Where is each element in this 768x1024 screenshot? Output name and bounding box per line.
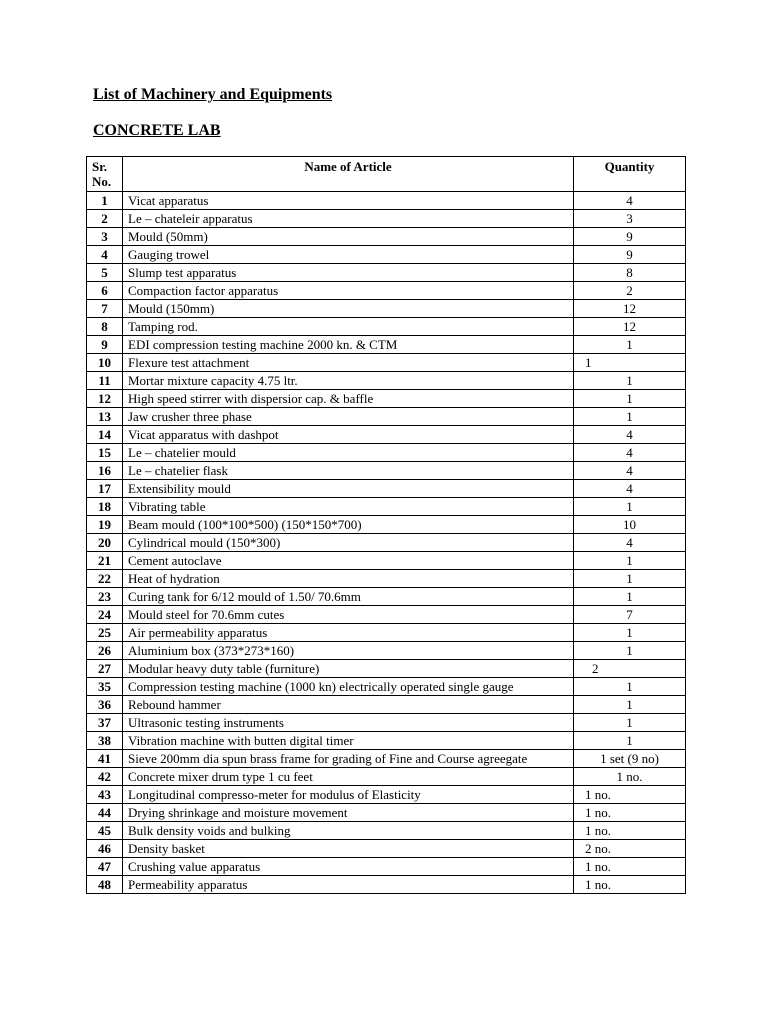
sr-no-cell: 23	[87, 588, 123, 606]
table-row	[87, 444, 686, 462]
quantity-cell: 1 no.	[574, 876, 686, 894]
table-row	[87, 498, 686, 516]
table-row	[87, 264, 686, 282]
article-name-cell: Bulk density voids and bulking	[123, 822, 574, 840]
quantity-cell: 1 no.	[574, 768, 686, 786]
article-name-cell: Cylindrical mould (150*300)	[123, 534, 574, 552]
article-name-cell: Vicat apparatus with dashpot	[123, 426, 574, 444]
sr-no-cell: 1	[87, 192, 123, 210]
article-name-cell: Mould steel for 70.6mm cutes	[123, 606, 574, 624]
table-row	[87, 300, 686, 318]
table-row	[87, 660, 686, 678]
article-name-cell: Crushing value apparatus	[123, 858, 574, 876]
sr-no-cell: 4	[87, 246, 123, 264]
article-name-cell: Vicat apparatus	[123, 192, 574, 210]
table-row	[87, 570, 686, 588]
article-name-cell: Density basket	[123, 840, 574, 858]
quantity-cell: 1 no.	[574, 858, 686, 876]
sr-no-cell: 27	[87, 660, 123, 678]
quantity-cell: 4	[574, 534, 686, 552]
sr-no-cell: 2	[87, 210, 123, 228]
sr-no-cell: 5	[87, 264, 123, 282]
quantity-cell: 1	[574, 570, 686, 588]
sr-no-cell: 24	[87, 606, 123, 624]
article-name-cell: Vibrating table	[123, 498, 574, 516]
table-row	[87, 696, 686, 714]
quantity-cell: 1	[574, 588, 686, 606]
quantity-cell: 4	[574, 192, 686, 210]
table-row	[87, 588, 686, 606]
quantity-cell: 1	[574, 552, 686, 570]
table-row	[87, 750, 686, 768]
sr-no-cell: 14	[87, 426, 123, 444]
sr-no-cell: 43	[87, 786, 123, 804]
table-row	[87, 282, 686, 300]
quantity-cell: 4	[574, 444, 686, 462]
quantity-cell: 4	[574, 426, 686, 444]
table-row	[87, 678, 686, 696]
article-name-cell: Le – chatelier mould	[123, 444, 574, 462]
sr-no-cell: 47	[87, 858, 123, 876]
sr-no-cell: 10	[87, 354, 123, 372]
sr-no-cell: 37	[87, 714, 123, 732]
sr-no-cell: 45	[87, 822, 123, 840]
sr-no-cell: 38	[87, 732, 123, 750]
sr-no-cell: 35	[87, 678, 123, 696]
sr-no-cell: 19	[87, 516, 123, 534]
article-name-cell: Aluminium box (373*273*160)	[123, 642, 574, 660]
article-name-cell: Vibration machine with butten digital timer	[123, 732, 574, 750]
equipment-table	[86, 156, 686, 894]
quantity-cell: 2 no.	[574, 840, 686, 858]
table-row	[87, 606, 686, 624]
sr-no-cell: 41	[87, 750, 123, 768]
quantity-cell: 9	[574, 228, 686, 246]
quantity-cell: 4	[574, 462, 686, 480]
table-row	[87, 408, 686, 426]
sr-no-cell: 18	[87, 498, 123, 516]
sr-no-cell: 15	[87, 444, 123, 462]
quantity-cell: 10	[574, 516, 686, 534]
article-name-cell: Gauging trowel	[123, 246, 574, 264]
table-row	[87, 786, 686, 804]
quantity-cell: 1	[574, 354, 686, 372]
quantity-cell: 1 no.	[574, 804, 686, 822]
table-row	[87, 480, 686, 498]
article-name-cell: Air permeability apparatus	[123, 624, 574, 642]
article-name-cell: Sieve 200mm dia spun brass frame for grading of Fine and Course agreegate	[123, 750, 574, 768]
sr-no-cell: 16	[87, 462, 123, 480]
quantity-cell: 2	[574, 660, 686, 678]
quantity-cell: 1	[574, 624, 686, 642]
quantity-cell: 1	[574, 498, 686, 516]
quantity-cell: 9	[574, 246, 686, 264]
table-row	[87, 228, 686, 246]
quantity-cell: 1	[574, 372, 686, 390]
sr-no-cell: 17	[87, 480, 123, 498]
article-name-cell: Rebound hammer	[123, 696, 574, 714]
table-row	[87, 336, 686, 354]
quantity-cell: 1 no.	[574, 786, 686, 804]
quantity-cell: 1	[574, 642, 686, 660]
table-row	[87, 876, 686, 894]
quantity-cell: 1	[574, 714, 686, 732]
sr-no-cell: 21	[87, 552, 123, 570]
article-name-cell: Heat of hydration	[123, 570, 574, 588]
lab-heading: CONCRETE LAB	[93, 122, 221, 139]
quantity-cell: 4	[574, 480, 686, 498]
sr-no-cell: 3	[87, 228, 123, 246]
header-quantity: Quantity	[574, 157, 686, 192]
quantity-cell: 1	[574, 408, 686, 426]
quantity-cell: 2	[574, 282, 686, 300]
table-row	[87, 426, 686, 444]
sr-no-cell: 12	[87, 390, 123, 408]
header-name-of-article: Name of Article	[123, 157, 574, 192]
article-name-cell: Flexure test attachment	[123, 354, 574, 372]
article-name-cell: Drying shrinkage and moisture movement	[123, 804, 574, 822]
table-row	[87, 534, 686, 552]
article-name-cell: High speed stirrer with dispersior cap. & baffle	[123, 390, 574, 408]
article-name-cell: Mortar mixture capacity 4.75 ltr.	[123, 372, 574, 390]
quantity-cell: 8	[574, 264, 686, 282]
article-name-cell: Jaw crusher three phase	[123, 408, 574, 426]
article-name-cell: Concrete mixer drum type 1 cu feet	[123, 768, 574, 786]
sr-no-cell: 20	[87, 534, 123, 552]
table-row	[87, 516, 686, 534]
quantity-cell: 1 no.	[574, 822, 686, 840]
table-row	[87, 642, 686, 660]
quantity-cell: 1	[574, 732, 686, 750]
sr-no-cell: 9	[87, 336, 123, 354]
table-row	[87, 192, 686, 210]
sr-no-cell: 6	[87, 282, 123, 300]
table-row	[87, 858, 686, 876]
sr-no-cell: 26	[87, 642, 123, 660]
sr-no-cell: 46	[87, 840, 123, 858]
table-row	[87, 552, 686, 570]
sr-no-cell: 11	[87, 372, 123, 390]
table-row	[87, 768, 686, 786]
article-name-cell: Compaction factor apparatus	[123, 282, 574, 300]
table-row	[87, 714, 686, 732]
article-name-cell: Compression testing machine (1000 kn) electrically operated single gauge	[123, 678, 574, 696]
article-name-cell: Cement autoclave	[123, 552, 574, 570]
article-name-cell: Le – chatelier flask	[123, 462, 574, 480]
table-row	[87, 390, 686, 408]
table-row	[87, 462, 686, 480]
article-name-cell: Permeability apparatus	[123, 876, 574, 894]
sr-no-cell: 25	[87, 624, 123, 642]
table-row	[87, 732, 686, 750]
table-row	[87, 372, 686, 390]
sr-no-cell: 7	[87, 300, 123, 318]
article-name-cell: Mould (50mm)	[123, 228, 574, 246]
quantity-cell: 12	[574, 300, 686, 318]
quantity-cell: 1	[574, 336, 686, 354]
article-name-cell: Mould (150mm)	[123, 300, 574, 318]
article-name-cell: Modular heavy duty table (furniture)	[123, 660, 574, 678]
article-name-cell: Curing tank for 6/12 mould of 1.50/ 70.6mm	[123, 588, 574, 606]
sr-no-cell: 44	[87, 804, 123, 822]
quantity-cell: 3	[574, 210, 686, 228]
table-row	[87, 318, 686, 336]
sr-no-cell: 13	[87, 408, 123, 426]
article-name-cell: Ultrasonic testing instruments	[123, 714, 574, 732]
article-name-cell: Slump test apparatus	[123, 264, 574, 282]
table-row	[87, 822, 686, 840]
table-row	[87, 246, 686, 264]
quantity-cell: 1	[574, 390, 686, 408]
header-sr-no: Sr. No.	[87, 157, 123, 192]
quantity-cell: 1 set (9 no)	[574, 750, 686, 768]
article-name-cell: EDI compression testing machine 2000 kn. & CTM	[123, 336, 574, 354]
equipment-rows	[87, 192, 686, 894]
header-row	[87, 157, 686, 192]
table-row	[87, 354, 686, 372]
article-name-cell: Beam mould (100*100*500) (150*150*700)	[123, 516, 574, 534]
table-row	[87, 210, 686, 228]
sr-no-cell: 36	[87, 696, 123, 714]
sr-no-cell: 8	[87, 318, 123, 336]
document-title: List of Machinery and Equipments	[93, 86, 333, 103]
quantity-cell: 7	[574, 606, 686, 624]
table-row	[87, 840, 686, 858]
table-row	[87, 804, 686, 822]
article-name-cell: Le – chateleir apparatus	[123, 210, 574, 228]
sr-no-cell: 48	[87, 876, 123, 894]
article-name-cell: Longitudinal compresso-meter for modulus of Elasticity	[123, 786, 574, 804]
sr-no-cell: 42	[87, 768, 123, 786]
article-name-cell: Extensibility mould	[123, 480, 574, 498]
quantity-cell: 1	[574, 696, 686, 714]
table-row	[87, 624, 686, 642]
article-name-cell: Tamping rod.	[123, 318, 574, 336]
quantity-cell: 1	[574, 678, 686, 696]
quantity-cell: 12	[574, 318, 686, 336]
sr-no-cell: 22	[87, 570, 123, 588]
